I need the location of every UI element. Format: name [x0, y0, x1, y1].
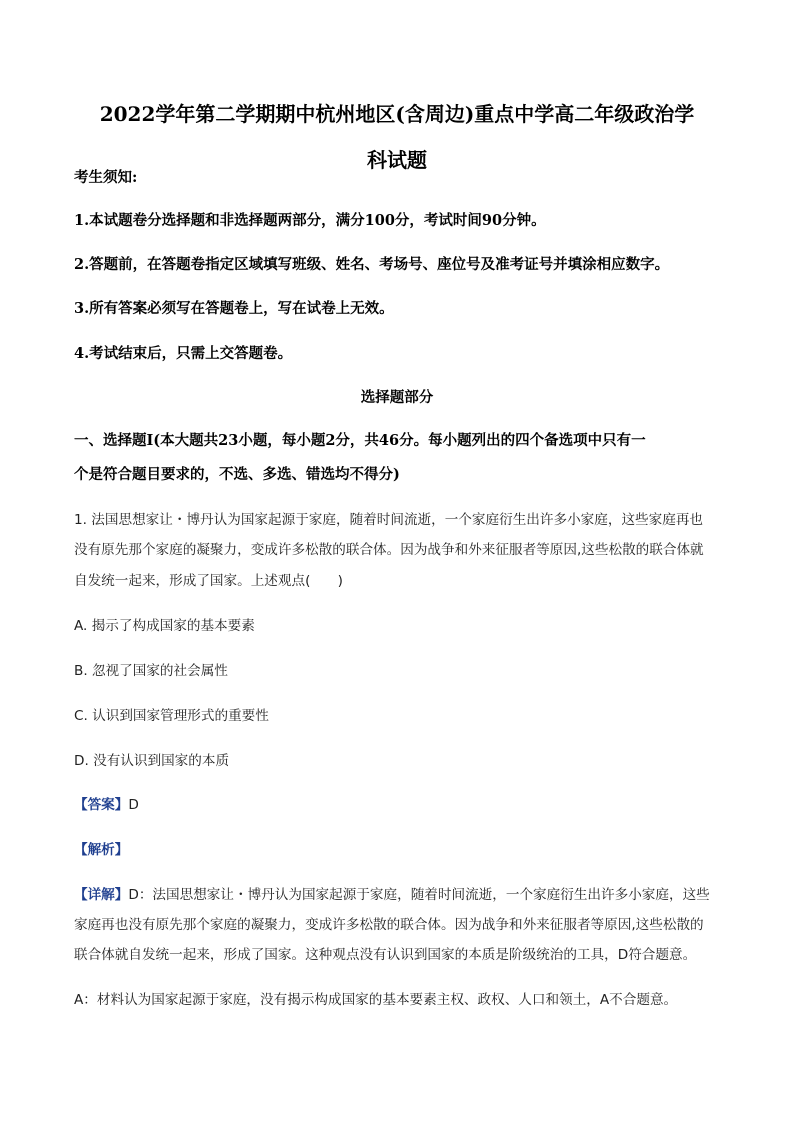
section-intro-line-2: 个是符合题目要求的，不选、多选、错选均不得分) — [74, 466, 400, 483]
notice-item-2: 2.答题前，在答题卷指定区域填写班级、姓名、考场号、座位号及准考证号并填涂相应数字。 — [74, 256, 670, 273]
option-d: D. 没有认识到国家的本质 — [74, 753, 230, 769]
notice-heading: 考生须知: — [74, 169, 138, 186]
analysis-option-a: A：材料认为国家起源于家庭，没有揭示构成国家的基本要素主权、政权、人口和领土，A不合题意。 — [74, 992, 678, 1008]
notice-item-3: 3.所有答案必须写在答题卷上，写在试卷上无效。 — [74, 300, 394, 317]
document-title-line-2: 科试题 — [367, 148, 427, 172]
detail-text-1: D：法国思想家让・博丹认为国家起源于家庭，随着时间流逝，一个家庭衍生出许多小家庭，这些 — [128, 887, 710, 903]
answer-row — [74, 793, 139, 813]
question-stem-line-2: 没有原先那个家庭的凝聚力，变成许多松散的联合体。因为战争和外来征服者等原因,这些松散的联合体就 — [74, 542, 704, 558]
option-c: C. 认识到国家管理形式的重要性 — [74, 708, 269, 724]
answer-label: 【答案】 — [74, 797, 129, 813]
detail-label: 【详解】 — [74, 887, 129, 903]
question-stem-line-3: 自发统一起来，形成了国家。上述观点( ) — [74, 573, 343, 589]
analysis-row — [74, 838, 128, 858]
option-b: B. 忽视了国家的社会属性 — [74, 663, 228, 679]
section-title: 选择题部分 — [360, 389, 434, 406]
option-a: A. 揭示了构成国家的基本要素 — [74, 618, 255, 634]
detail-line-1 — [74, 883, 710, 903]
section-intro-line-1: 一、选择题Ⅰ(本大题共23小题，每小题2分，共46分。每小题列出的四个备选项中只有一 — [74, 432, 646, 449]
notice-item-1: 1.本试题卷分选择题和非选择题两部分，满分100分，考试时间90分钟。 — [74, 212, 546, 229]
answer-value: D — [128, 797, 139, 813]
notice-item-4: 4.考试结束后，只需上交答题卷。 — [74, 345, 293, 362]
detail-line-2: 家庭再也没有原先那个家庭的凝聚力，变成许多松散的联合体。因为战争和外来征服者等原因,这些松散的 — [74, 917, 704, 933]
detail-line-3: 联合体就自发统一起来，形成了国家。这种观点没有认识到国家的本质是阶级统治的工具，D符合题意。 — [74, 947, 697, 963]
question-stem-line-1: 1. 法国思想家让・博丹认为国家起源于家庭，随着时间流逝，一个家庭衍生出许多小家庭，这些家庭再也 — [74, 512, 704, 528]
document-title-line-1: 2022学年第二学期期中杭州地区(含周边)重点中学高二年级政治学 — [99, 102, 695, 126]
analysis-label: 【解析】 — [74, 842, 129, 858]
